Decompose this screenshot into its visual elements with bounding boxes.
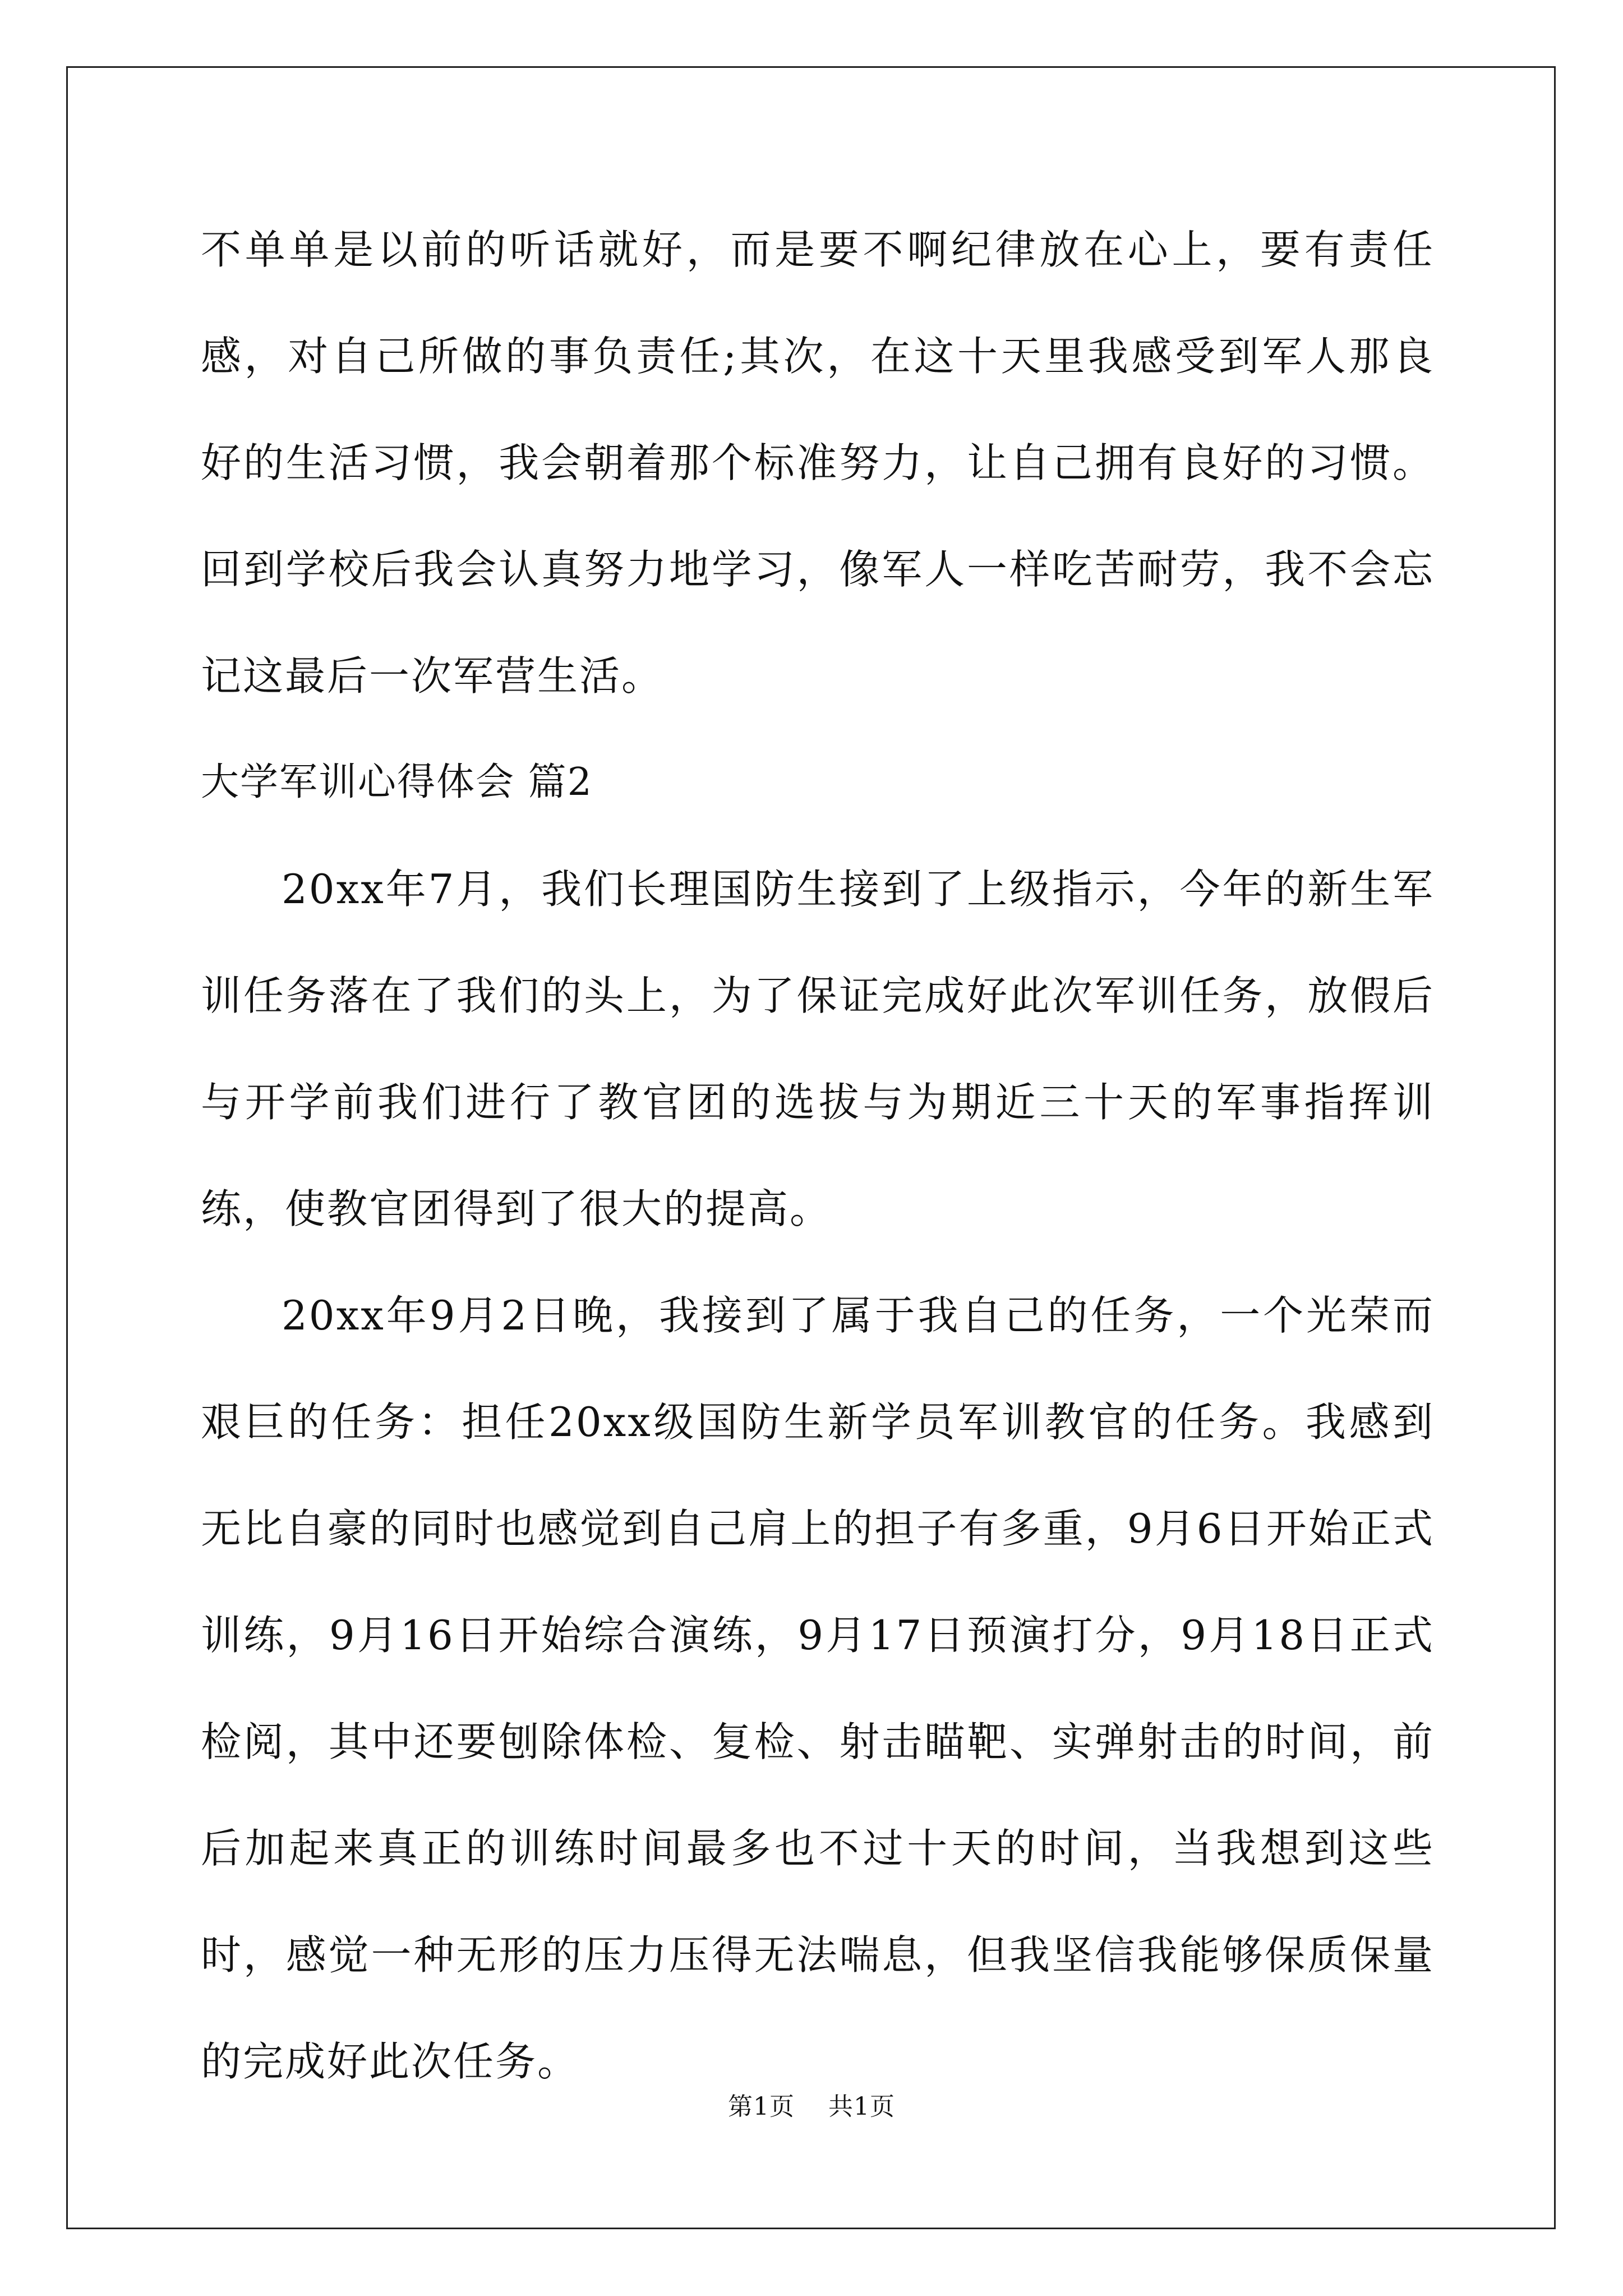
section-heading: 大学军训心得体会 篇2 <box>201 760 593 804</box>
paragraph: 20xx年7月，我们长理国防生接到了上级指示，今年的新生军训任务落在了我们的头上，为了保证完成好此次军训任务，放假后与开学前我们进行了教官团的选拔与为期近三十天的军事指挥训练，使教官团得到了很大的提高。 <box>201 866 1435 1232</box>
paragraph: 20xx年9月2日晚，我接到了属于我自己的任务，一个光荣而艰巨的任务：担任20xx级国防生新学员军训教官的任务。我感到无比自豪的同时也感觉到自己肩上的担子有多重，9月6日开始正式训练，9月16日开始综合演练，9月17日预演打分，9月18日正式检阅，其中还要刨除体检、复检、射击瞄靶、实弹射击的时间，前后加起来真正的训练时间最多也不过十天的时间，当我想到这些时，感觉一种无形的压力压得无法喘息，但我坚信我能够保质保量的完成好此次任务。 <box>201 1292 1435 2085</box>
page-number-total: 共1页 <box>828 2092 895 2121</box>
page-number-current: 第1页 <box>728 2092 795 2121</box>
page-footer <box>0 2090 1623 2124</box>
document-body <box>201 196 1435 2115</box>
paragraph-continuation: 不单单是以前的听话就好，而是要不啊纪律放在心上，要有责任感，对自己所做的事负责任;其次，在这十天里我感受到军人那良好的生活习惯，我会朝着那个标准努力，让自己拥有良好的习惯。回到学校后我会认真努力地学习，像军人一样吃苦耐劳，我不会忘记这最后一次军营生活。 <box>201 226 1435 700</box>
